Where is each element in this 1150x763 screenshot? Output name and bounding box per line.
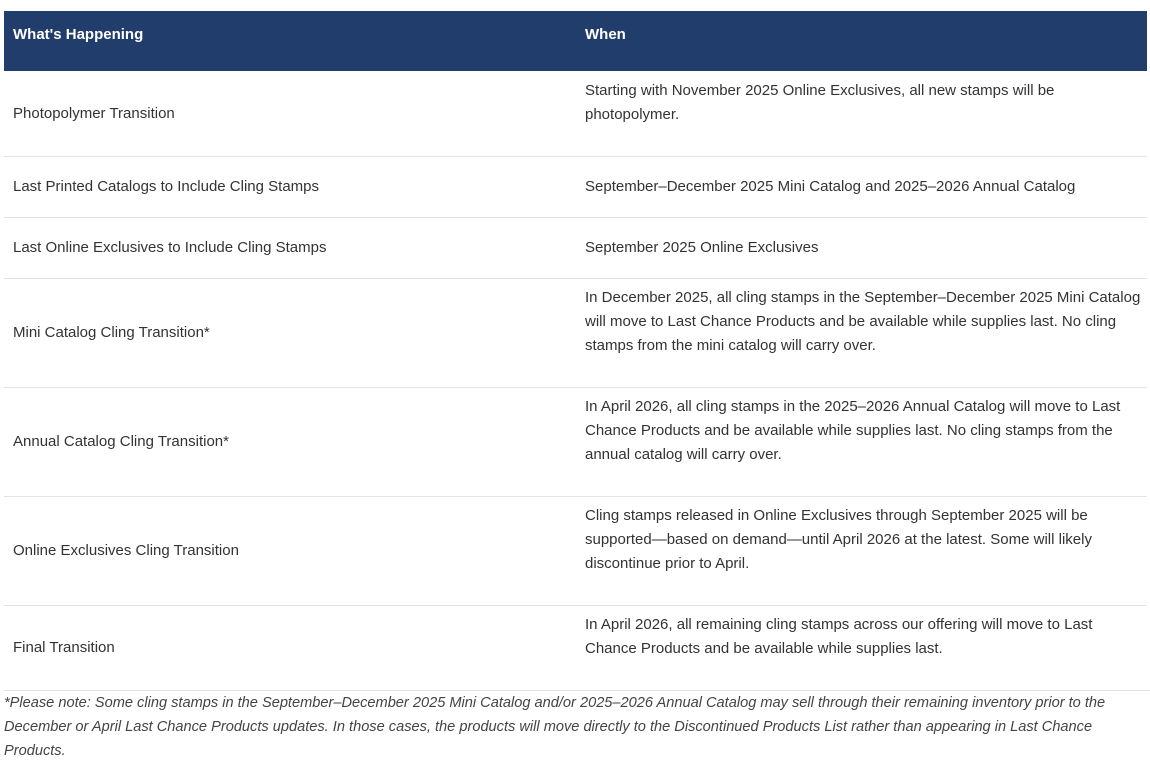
when-cell: In April 2026, all cling stamps in the 2025–2026 Annual Catalog will move to Last Chance Products and be available while supplies last. No cling stamps from the annual catalog will carry over.: [585, 398, 1121, 463]
transition-schedule-table: [4, 11, 1147, 691]
event-cell: Last Online Exclusives to Include Cling Stamps: [13, 239, 327, 256]
table-row: [4, 388, 1147, 497]
table-header: [4, 11, 1147, 71]
table-row: [4, 279, 1147, 388]
table-row: [4, 157, 1147, 218]
column-header-when: When: [585, 25, 626, 43]
table-row: [4, 606, 1147, 691]
event-cell: Last Printed Catalogs to Include Cling Stamps: [13, 178, 319, 195]
event-cell: Online Exclusives Cling Transition: [13, 542, 239, 559]
when-cell: September 2025 Online Exclusives: [585, 239, 819, 256]
event-cell: Final Transition: [13, 639, 115, 656]
event-cell: Annual Catalog Cling Transition*: [13, 433, 229, 450]
when-cell: Cling stamps released in Online Exclusives through September 2025 will be supported—based on demand—until April 2026 at the latest. Some will likely discontinue prior to April.: [585, 507, 1092, 572]
column-header-whats-happening: What's Happening: [13, 25, 144, 43]
table-row: [4, 218, 1147, 279]
when-cell: In April 2026, all remaining cling stamps across our offering will move to Last Chance Products and be available while supplies last.: [585, 616, 1093, 657]
footnote: *Please note: Some cling stamps in the September–December 2025 Mini Catalog and/or 2025–2026 Annual Catalog may sell through their remaining inventory prior to the December or April Last Chance Products updates. In those cases, the products will move directly to the Discontinued Products List rather than appearing in Last Chance Products.: [4, 690, 1150, 763]
event-cell: Photopolymer Transition: [13, 104, 175, 122]
when-cell: Starting with November 2025 Online Exclusives, all new stamps will be photopolymer.: [585, 81, 1055, 123]
when-cell: In December 2025, all cling stamps in the September–December 2025 Mini Catalog will move to Last Chance Products and be available while supplies last. No cling stamps from the mini catalog will carry over.: [585, 289, 1141, 354]
when-cell: September–December 2025 Mini Catalog and 2025–2026 Annual Catalog: [585, 178, 1076, 195]
table-row: [4, 497, 1147, 606]
event-cell: Mini Catalog Cling Transition*: [13, 324, 210, 341]
table-row: [4, 71, 1147, 157]
